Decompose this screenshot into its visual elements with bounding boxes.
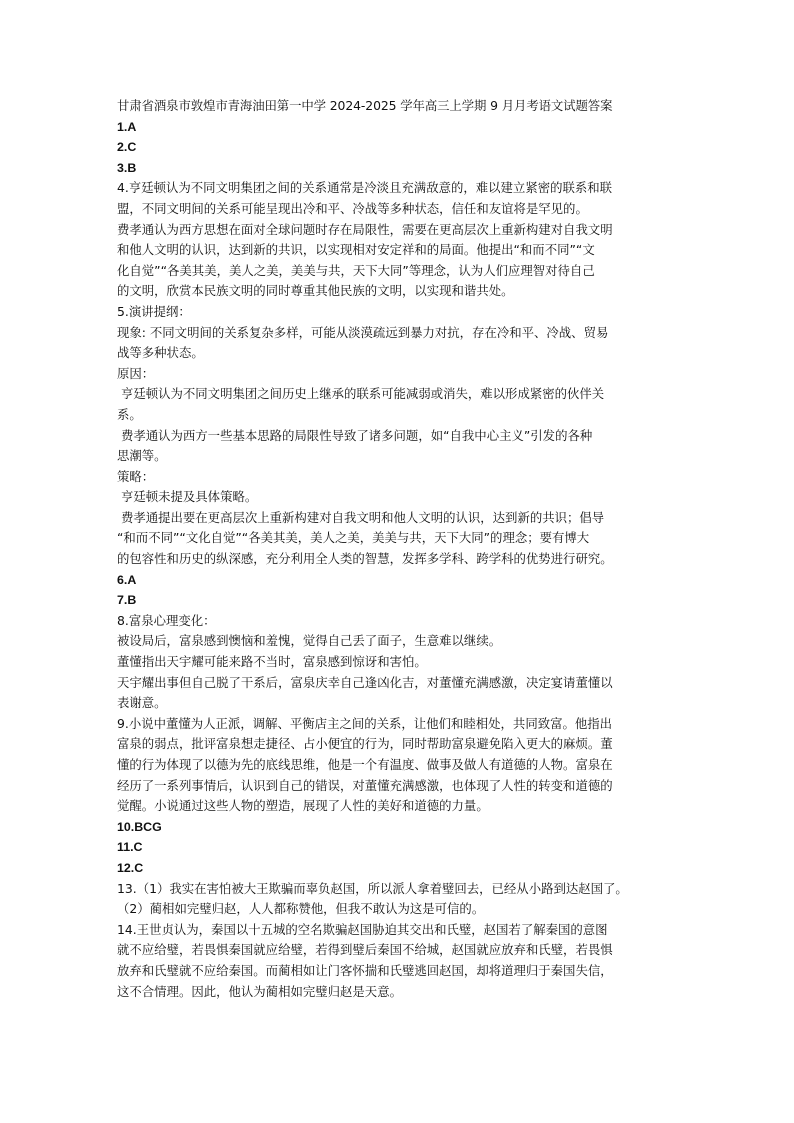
answer-5-line: 战等多种状态。 — [117, 345, 204, 361]
answer-4-line: 费孝通认为西方思想在面对全球问题时存在局限性，需要在更高层次上重新构建对自我文明 — [117, 221, 613, 237]
answer-5 — [117, 302, 685, 570]
answer-13 — [117, 879, 685, 920]
answer-7: 7.B — [117, 593, 137, 608]
answer-13-line: （2）蔺相如完璧归赵，人人都称赞他，但我不敢认为这是可信的。 — [117, 901, 485, 917]
answer-10: 10.BCG — [117, 819, 162, 834]
answer-5-line: 费孝通提出要在更高层次上重新构建对自我文明和他人文明的认识，达到新的共识；倡导 — [117, 509, 605, 525]
document-title: 甘肃省酒泉市敦煌市青海油田第一中学 2024-2025 学年高三上学期 9 月月考语文试题答案 — [117, 98, 613, 113]
answer-5-line: 的包容性和历史的纵深感，充分利用全人类的智慧，发挥多学科、跨学科的优势进行研究。 — [117, 551, 613, 567]
answer-6: 6.A — [117, 572, 137, 587]
answer-9-line: 懂的行为体现了以德为先的底线思维，他是一个有温度、做事及做人有道德的人物。富泉在 — [117, 757, 613, 772]
answer-12: 12.C — [117, 860, 144, 875]
answer-4-line: 和他人文明的认识，达到新的共识，以实现相对安定祥和的局面。他提出“和而不同”“文 — [117, 242, 595, 258]
answer-4-line: 的文明，欣赏本民族文明的同时尊重其他民族的文明，以实现和谐共处。 — [117, 283, 514, 299]
answer-5-line: 亨廷顿未提及具体策略。 — [117, 489, 258, 505]
answer-14-line: 这不合情理。因此，他认为蔺相如完璧归赵是天意。 — [117, 983, 402, 999]
answer-11: 11.C — [117, 840, 143, 855]
answer-3: 3.B — [117, 160, 137, 175]
answer-4 — [117, 178, 685, 302]
answer-8 — [117, 611, 685, 714]
answer-4-line: 4.亨廷顿认为不同文明集团之间的关系通常是冷淡且充满敌意的，难以建立紧密的联系和联 — [117, 180, 613, 196]
answer-8-line: 董懂指出天宇耀可能来路不当时，富泉感到惊讶和害怕。 — [117, 654, 427, 670]
answer-8-line: 天宇耀出事但自己脱了干系后，富泉庆幸自己逢凶化吉，对董懂充满感激，决定宴请董懂以 — [117, 674, 613, 690]
answer-8-line: 表谢意。 — [117, 695, 167, 711]
answer-5-line: 现象: 不同文明间的关系复杂多样，可能从淡漠疏远到暴力对抗，存在冷和平、冷战、贸易 — [117, 324, 609, 340]
answer-9-line: 觉醒。小说通过这些人物的塑造，展现了人性的美好和道德的力量。 — [117, 798, 489, 814]
answer-2: 2.C — [117, 140, 137, 155]
answer-5-line: 系。 — [117, 406, 142, 422]
answer-4-line: 盟，不同文明间的关系可能呈现出冷和平、冷战等多种状态，信任和友谊将是罕见的。 — [117, 200, 588, 216]
answer-5-line: 原因： — [117, 365, 155, 381]
answer-5-line: 费孝通认为西方一些基本思路的局限性导致了诸多问题，如“自我中心主义”引发的各种 — [117, 427, 593, 443]
answer-document — [117, 96, 685, 1002]
answer-5-line: 策略： — [117, 468, 155, 484]
answer-5-line: 亨廷顿认为不同文明集团之间历史上继承的联系可能减弱或消失，难以形成紧密的伙伴关 — [117, 386, 605, 402]
answer-9-line: 9.小说中董懂为人正派，调解、平衡店主之间的关系，让他们和睦相处，共同致富。他指出 — [117, 715, 613, 731]
answer-9 — [117, 714, 685, 817]
answer-8-line: 被设局后，富泉感到懊恼和羞愧，觉得自己丢了面子，生意难以继续。 — [117, 633, 502, 649]
answer-9-line: 富泉的弱点，批评富泉想走捷径、占小便宜的行为，同时帮助富泉避免陷入更大的麻烦。董 — [117, 736, 613, 752]
answer-5-line: 5.演讲提纲： — [117, 303, 191, 319]
answer-5-line: “和而不同”“文化自觉”“各美其美，美人之美，美美与共，天下大同”的理念；要有博大 — [117, 530, 590, 546]
answer-4-line: 化自觉”“各美其美，美人之美，美美与共，天下大同”等理念，认为人们应理智对待自己 — [117, 262, 595, 278]
answer-14-line: 放弃和氏璧就不应给秦国。而蔺相如让门客怀揣和氏璧逃回赵国，却将道理归于秦国失信， — [117, 962, 613, 978]
answer-5-line: 思潮等。 — [117, 448, 167, 464]
answer-14-line: 就不应给璧，若畏惧秦国就应给璧，若得到璧后秦国不给城，赵国就应放弃和氏璧，若畏惧 — [117, 942, 613, 958]
answer-14-line: 14.王世贞认为，秦国以十五城的空名欺骗赵国胁迫其交出和氏璧，赵国若了解秦国的意图 — [117, 921, 608, 937]
answer-13-line: 13.（1）我实在害怕被大王欺骗而辜负赵国，所以派人拿着璧回去，已经从小路到达赵国了。 — [117, 880, 628, 896]
answer-14 — [117, 920, 685, 1002]
answer-1: 1.A — [117, 119, 137, 134]
answer-9-line: 经历了一系列事情后，认识到自己的错误，对董懂充满感激，也体现了人性的转变和道德的 — [117, 777, 613, 793]
answer-8-line: 8.富泉心理变化： — [117, 612, 216, 628]
